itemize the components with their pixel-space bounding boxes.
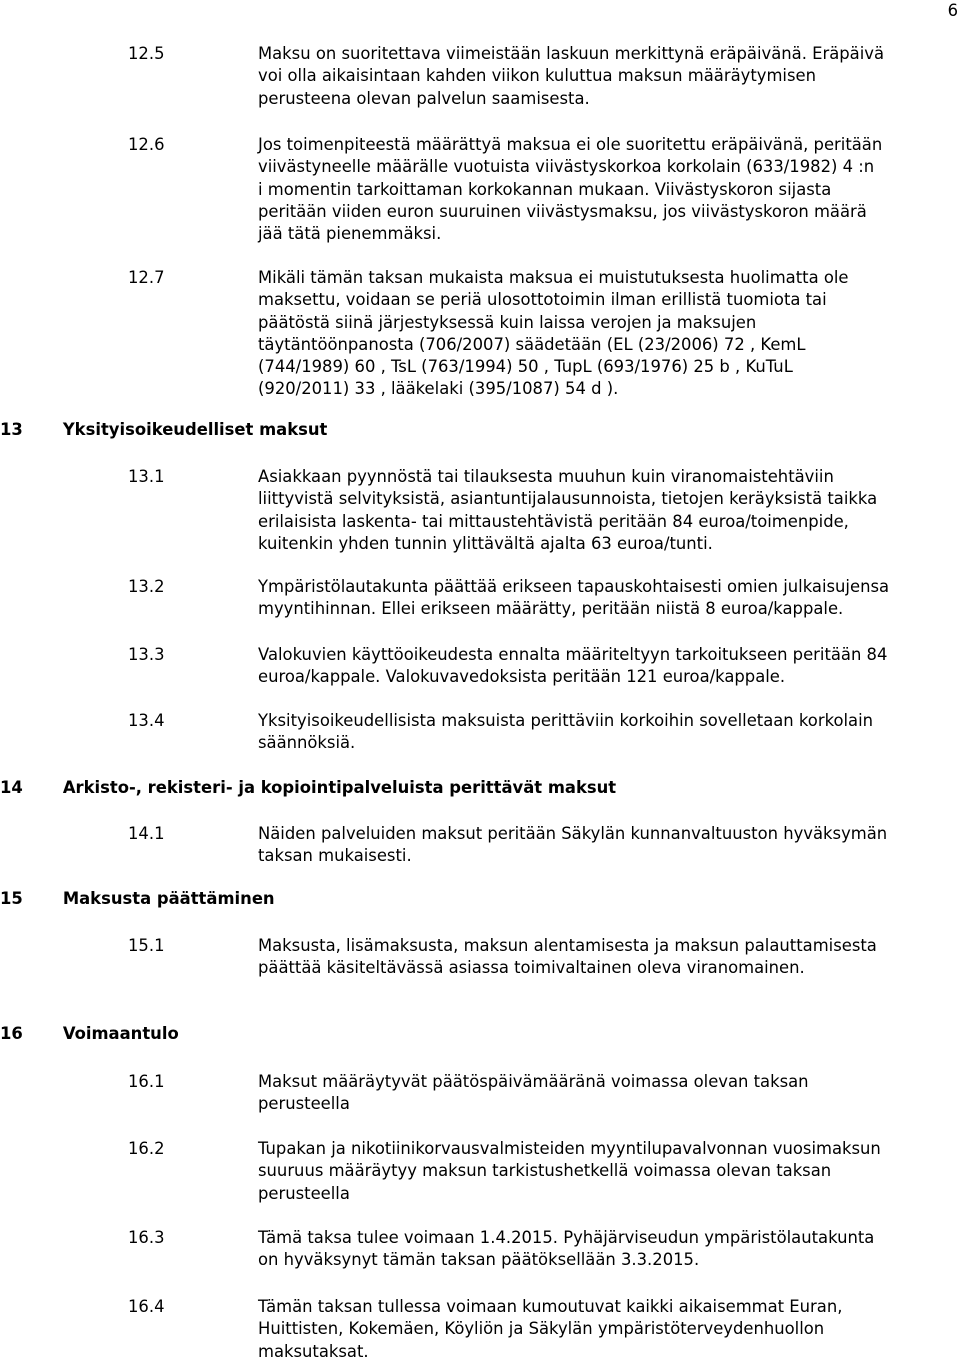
section-heading-14	[0, 777, 616, 799]
section-title: Voimaantulo	[62, 1024, 179, 1043]
section-heading-15	[0, 888, 275, 910]
clause-text	[258, 710, 958, 755]
section-heading-13	[0, 419, 327, 441]
text-line: Huittisten, Kokemäen, Köyliön ja Säkylän ympäristöterveydenhuollon	[258, 1319, 825, 1339]
text-line: Maksut määräytyvät päätöspäivämääränä voimassa olevan taksan	[258, 1072, 809, 1091]
clause-text	[258, 1296, 958, 1363]
text-line: Ympäristölautakunta päättää erikseen tapauskohtaisesti omien julkaisujensa	[258, 577, 890, 596]
text-line: säännöksiä.	[258, 733, 356, 753]
clause-text	[258, 134, 958, 245]
clause-text	[258, 1071, 958, 1116]
clause-text	[258, 466, 958, 555]
text-line: taksan mukaisesti.	[258, 846, 412, 866]
section-number: 13	[0, 420, 23, 439]
text-line: päättää käsiteltävässä asiassa toimivaltainen oleva viranomainen.	[258, 958, 805, 978]
text-line: on hyväksynyt tämän taksan päätöksellään 3.3.2015.	[258, 1250, 700, 1270]
page-number: 6	[947, 1, 958, 20]
section-number: 16	[0, 1024, 23, 1043]
text-line: Tupakan ja nikotiinikorvausvalmisteiden myyntilupavalvonnan vuosimaksun	[258, 1139, 881, 1158]
clause-number: 16.2	[128, 1139, 165, 1158]
text-line: Jos toimenpiteestä määrättyä maksua ei ole suoritettu eräpäivänä, peritään	[258, 135, 883, 154]
clause-number: 13.1	[128, 467, 165, 486]
text-line: täytäntöönpanosta (706/2007) säädetään (EL (23/2006) 72 , KemL	[258, 334, 806, 354]
text-line: Tämä taksa tulee voimaan 1.4.2015. Pyhäjärviseudun ympäristölautakunta	[258, 1228, 875, 1247]
text-line: (744/1989) 60 , TsL (763/1994) 50 , TupL (693/1976) 25 b , KuTuL	[258, 357, 793, 377]
text-line: i momentin tarkoittaman korkokannan mukaan. Viivästyskoron sijasta	[258, 179, 832, 199]
section-number: 14	[0, 778, 23, 797]
clause-number: 13.4	[128, 711, 165, 730]
section-title: Arkisto-, rekisteri- ja kopiointipalveluista perittävät maksut	[62, 778, 617, 797]
text-line: myyntihinnan. Ellei erikseen määrätty, peritään niistä 8 euroa/kappale.	[258, 599, 844, 619]
clause-number: 16.1	[128, 1072, 165, 1091]
section-number: 15	[0, 889, 23, 908]
clause-text	[258, 267, 958, 401]
clause-number: 12.6	[128, 135, 165, 154]
text-line: Valokuvien käyttöoikeudesta ennalta määriteltyyn tarkoitukseen peritään 84	[258, 645, 888, 664]
text-line: suuruus määräytyy maksun tarkistushetkellä voimassa olevan taksan	[258, 1161, 832, 1181]
text-line: viivästyneelle määrälle vuotuista viivästyskorkoa korkolain (633/1982) 4 :n	[258, 157, 875, 177]
clause-number: 15.1	[128, 936, 165, 955]
text-line: euroa/kappale. Valokuvavedoksista peritään 121 euroa/kappale.	[258, 667, 786, 687]
text-line: Näiden palveluiden maksut peritään Säkylän kunnanvaltuuston hyväksymän	[258, 824, 888, 843]
text-line: (920/2011) 33 , lääkelaki (395/1087) 54 d ).	[258, 379, 619, 399]
text-line: erilaisista laskenta- tai mittaustehtävistä peritään 84 euroa/toimenpide,	[258, 511, 849, 531]
clause-text	[258, 823, 958, 868]
text-line: jää tätä pienemmäksi.	[258, 224, 442, 244]
section-heading-16	[0, 1023, 179, 1045]
text-line: Yksityisoikeudellisista maksuista perittäviin korkoihin sovelletaan korkolain	[258, 711, 874, 730]
text-line: Maksu on suoritettava viimeistään laskuun merkittynä eräpäivänä. Eräpäivä	[258, 44, 884, 63]
clause-number: 14.1	[128, 824, 165, 843]
text-line: Tämän taksan tullessa voimaan kumoutuvat kaikki aikaisemmat Euran,	[258, 1297, 843, 1316]
text-line: päätöstä siinä järjestyksessä kuin laissa verojen ja maksujen	[258, 312, 757, 332]
clause-text	[258, 576, 958, 621]
clause-number: 13.3	[128, 645, 165, 664]
text-line: maksutaksat.	[258, 1341, 369, 1361]
text-line: perusteena olevan palvelun saamisesta.	[258, 88, 590, 108]
clause-text	[258, 43, 958, 110]
text-line: Asiakkaan pyynnöstä tai tilauksesta muuhun kuin viranomaistehtäviin	[258, 467, 834, 486]
clause-number: 16.4	[128, 1297, 165, 1316]
text-line: peritään viiden euron suuruinen viivästysmaksu, jos viivästyskoron määrä	[258, 201, 867, 221]
section-title: Yksityisoikeudelliset maksut	[62, 420, 328, 439]
clause-number: 12.7	[128, 268, 165, 287]
text-line: kuitenkin yhden tunnin ylittävältä ajalta 63 euroa/tunti.	[258, 533, 713, 553]
clause-number: 16.3	[128, 1228, 165, 1247]
clause-text	[258, 1138, 958, 1205]
section-title: Maksusta päättäminen	[62, 889, 275, 908]
text-line: maksettu, voidaan se periä ulosottotoimin ilman erillistä tuomiota tai	[258, 290, 827, 310]
clause-text	[258, 1227, 958, 1272]
clause-number: 13.2	[128, 577, 165, 596]
text-line: Mikäli tämän taksan mukaista maksua ei muistutuksesta huolimatta ole	[258, 268, 849, 287]
text-line: Maksusta, lisämaksusta, maksun alentamisesta ja maksun palauttamisesta	[258, 936, 877, 955]
clause-number: 12.5	[128, 44, 165, 63]
text-line: perusteella	[258, 1094, 350, 1114]
clause-text	[258, 644, 958, 689]
text-line: liittyvistä selvityksistä, asiantuntijalausunnoista, tietojen keräyksistä taikka	[258, 489, 878, 509]
text-line: perusteella	[258, 1183, 350, 1203]
text-line: voi olla aikaisintaan kahden viikon kuluttua maksun määräytymisen	[258, 66, 816, 86]
clause-text	[258, 935, 958, 980]
